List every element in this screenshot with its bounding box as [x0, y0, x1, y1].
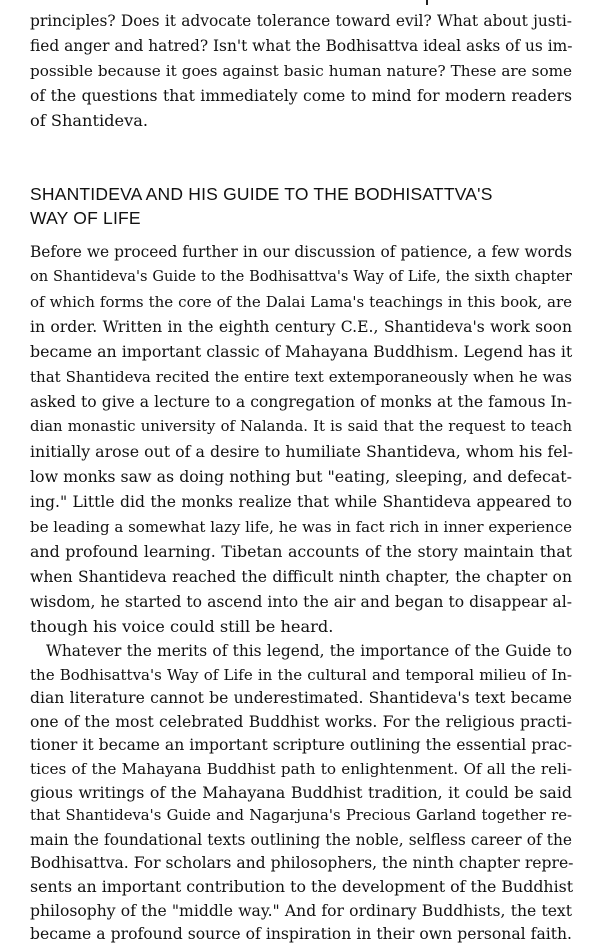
text-line: low monks saw as doing nothing but "eating, sleeping, and defecat-: [30, 467, 572, 486]
text-line: of which forms the core of the Dalai Lama's teachings in this book, are: [30, 293, 572, 311]
section-heading-line: WAY OF LIFE: [30, 208, 141, 228]
text-line: Whatever the merits of this legend, the importance of the Guide to: [46, 642, 572, 660]
text-line: possible because it goes against basic human nature? These are some: [30, 62, 572, 80]
text-line: ing." Little did the monks realize that while Shantideva appeared to: [30, 493, 572, 511]
text-line: principles? Does it advocate tolerance toward evil? What about justi-: [30, 12, 572, 30]
text-line: became a profound source of inspiration in their own personal faith.: [30, 925, 572, 944]
text-line: though his voice could still be heard.: [30, 617, 334, 636]
text-line: be leading a somewhat lazy life, he was in fact rich in inner experience: [30, 518, 572, 536]
text-line: wisdom, he started to ascend into the air and began to disappear al-: [30, 593, 572, 611]
page-mark: [426, 0, 428, 5]
section-heading-line: SHANTIDEVA AND HIS GUIDE TO THE BODHISATTVA'S: [30, 184, 493, 204]
text-line: sents an important contribution to the development of the Buddhist: [30, 877, 574, 896]
text-line: Bodhisattva. For scholars and philosophers, the ninth chapter repre-: [30, 854, 574, 873]
text-line: on Shantideva's Guide to the Bodhisattva's Way of Life, the sixth chapter: [30, 268, 572, 285]
text-line: and profound learning. Tibetan accounts of the story maintain that: [30, 542, 572, 561]
text-line: fied anger and hatred? Isn't what the Bodhisattva ideal asks of us im-: [30, 37, 573, 55]
text-line: dian literature cannot be underestimated. Shantideva's text became: [30, 689, 572, 708]
text-line: that Shantideva recited the entire text extemporaneously when he was: [30, 368, 572, 386]
text-line: dian monastic university of Nalanda. It is said that the request to teach: [30, 418, 572, 435]
text-line: of the questions that immediately come to mind for modern readers: [30, 87, 572, 105]
text-line: in order. Written in the eighth century C.E., Shantideva's work soon: [30, 318, 572, 336]
text-line: tioner it became an important scripture outlining the essential prac-: [30, 736, 572, 755]
text-line: philosophy of the "middle way." And for ordinary Buddhists, the text: [30, 901, 572, 920]
text-line: initially arose out of a desire to humiliate Shantideva, whom his fel-: [30, 442, 573, 461]
text-line: of Shantideva.: [30, 111, 149, 130]
text-line: gious writings of the Mahayana Buddhist tradition, it could be said: [30, 782, 572, 802]
text-line: asked to give a lecture to a congregation of monks at the famous In-: [30, 393, 572, 411]
text-line: main the foundational texts outlining the noble, selfless career of the: [30, 830, 572, 849]
text-line: tices of the Mahayana Buddhist path to enlightenment. Of all the reli-: [30, 760, 572, 778]
text-line: the Bodhisattva's Way of Life in the cultural and temporal milieu of In-: [30, 665, 572, 684]
text-line: when Shantideva reached the difficult ninth chapter, the chapter on: [30, 568, 572, 586]
text-line: that Shantideva's Guide and Nagarjuna's Precious Garland together re-: [30, 807, 572, 825]
text-line: Before we proceed further in our discussion of patience, a few words: [30, 243, 572, 261]
text-line: one of the most celebrated Buddhist works. For the religious practi-: [30, 712, 572, 731]
text-line: became an important classic of Mahayana Buddhism. Legend has it: [30, 342, 573, 361]
